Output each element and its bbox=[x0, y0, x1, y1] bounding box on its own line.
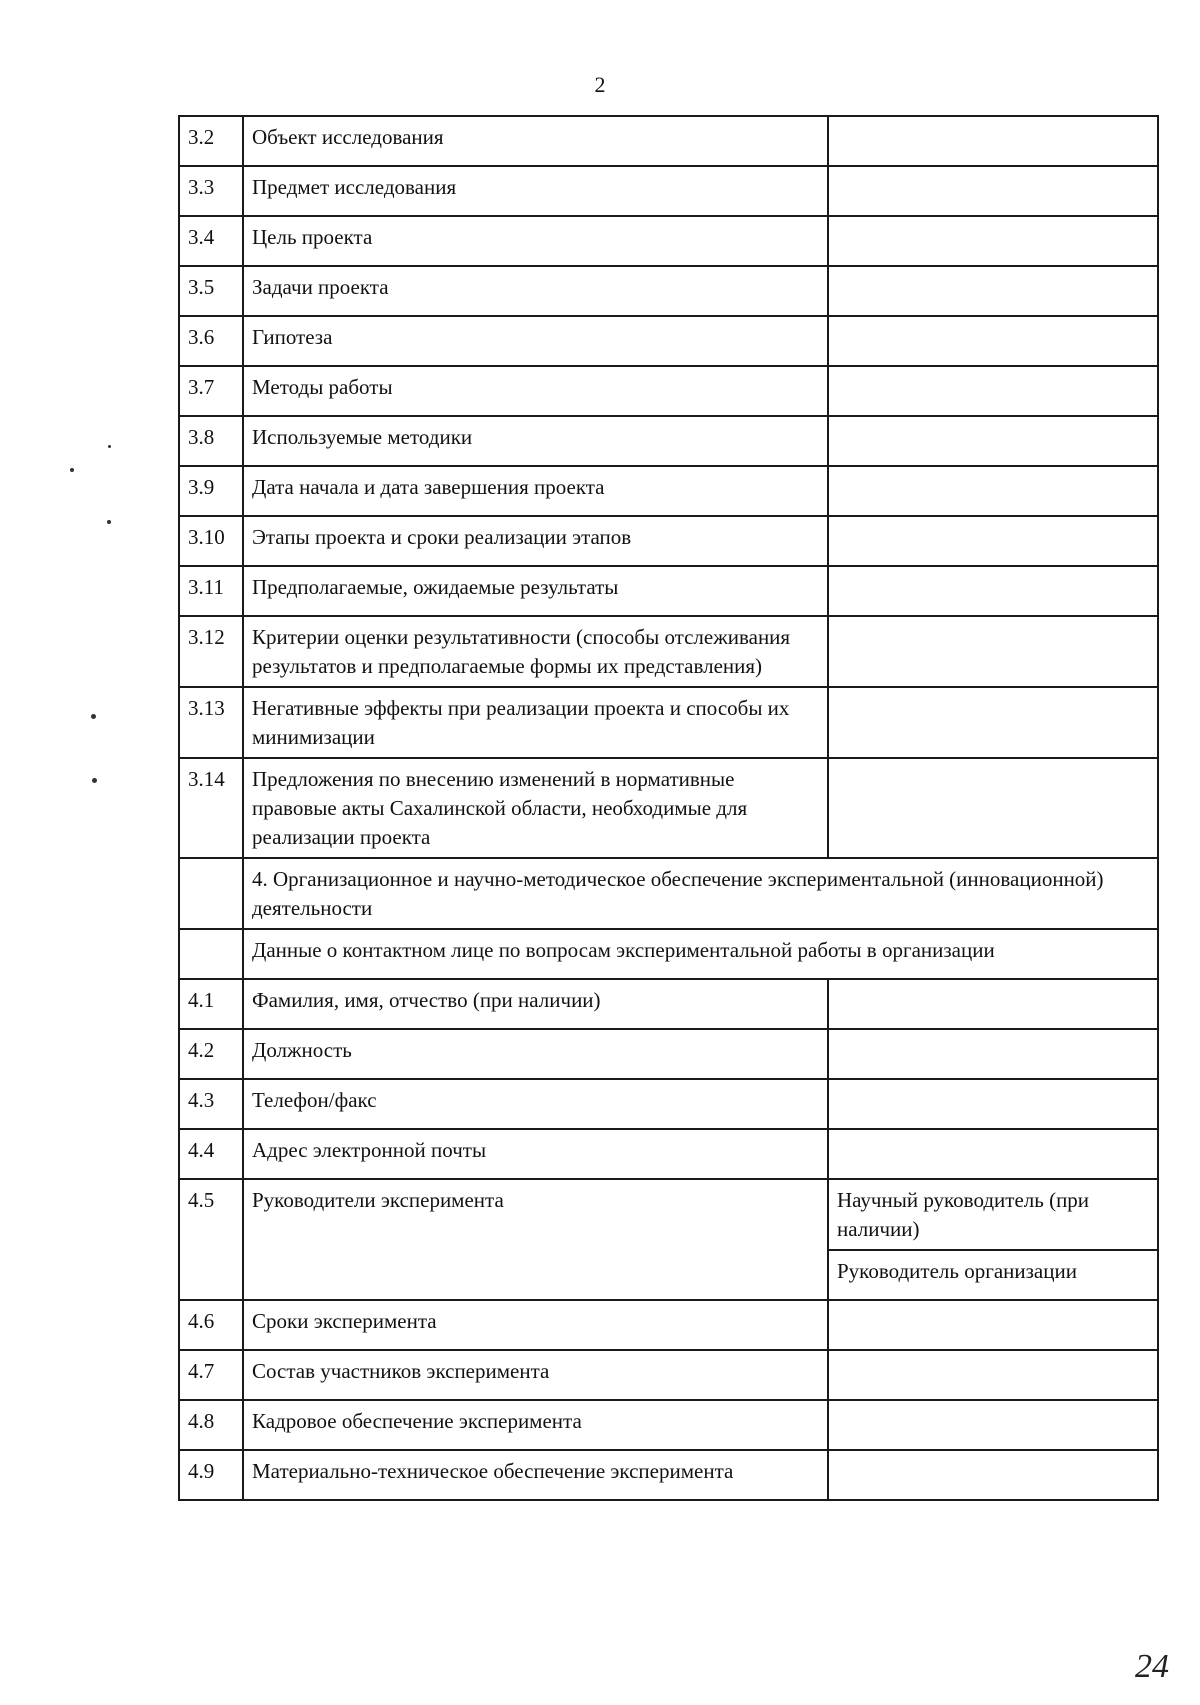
row-label: Негативные эффекты при реализации проекта и способы их минимизации bbox=[243, 687, 828, 758]
table-row bbox=[179, 1179, 1158, 1250]
organization-head-cell: Руководитель организации bbox=[828, 1250, 1158, 1300]
value-cell[interactable] bbox=[828, 687, 1158, 758]
row-number: 3.13 bbox=[179, 687, 243, 758]
table-row bbox=[179, 1129, 1158, 1179]
table-row bbox=[179, 1300, 1158, 1350]
row-number: 4.1 bbox=[179, 979, 243, 1029]
value-cell[interactable] bbox=[828, 116, 1158, 166]
table-row bbox=[179, 1079, 1158, 1129]
value-cell[interactable] bbox=[828, 566, 1158, 616]
row-number: 3.3 bbox=[179, 166, 243, 216]
project-form-table bbox=[178, 115, 1159, 1501]
table-row bbox=[179, 616, 1158, 687]
row-label: Должность bbox=[243, 1029, 828, 1079]
value-cell[interactable] bbox=[828, 758, 1158, 858]
scan-speck bbox=[108, 445, 111, 448]
row-label: Предмет исследования bbox=[243, 166, 828, 216]
row-label: Методы работы bbox=[243, 366, 828, 416]
row-number: 3.4 bbox=[179, 216, 243, 266]
handwritten-page-mark: 24 bbox=[1135, 1648, 1169, 1685]
row-label: Предложения по внесению изменений в нормативные правовые акты Сахалинской области, необходимые для реализации проекта bbox=[243, 758, 828, 858]
row-label: Сроки эксперимента bbox=[243, 1300, 828, 1350]
row-number: 4.9 bbox=[179, 1450, 243, 1500]
page-number: 2 bbox=[594, 72, 606, 97]
value-cell[interactable] bbox=[828, 616, 1158, 687]
row-label: Материально-техническое обеспечение эксперимента bbox=[243, 1450, 828, 1500]
value-cell[interactable] bbox=[828, 1400, 1158, 1450]
row-number: 4.3 bbox=[179, 1079, 243, 1129]
value-cell[interactable] bbox=[828, 1029, 1158, 1079]
row-number: 3.10 bbox=[179, 516, 243, 566]
table-row bbox=[179, 979, 1158, 1029]
scan-speck bbox=[107, 520, 111, 524]
row-label: Объект исследования bbox=[243, 116, 828, 166]
row-label: Кадровое обеспечение эксперимента bbox=[243, 1400, 828, 1450]
value-cell[interactable] bbox=[828, 979, 1158, 1029]
row-number: 4.4 bbox=[179, 1129, 243, 1179]
value-cell[interactable] bbox=[828, 516, 1158, 566]
table-row bbox=[179, 1450, 1158, 1500]
row-number: 4.8 bbox=[179, 1400, 243, 1450]
row-number: 4.7 bbox=[179, 1350, 243, 1400]
table-row bbox=[179, 116, 1158, 166]
row-label: Руководители эксперимента bbox=[243, 1179, 828, 1300]
table-row bbox=[179, 1029, 1158, 1079]
row-label: Предполагаемые, ожидаемые результаты bbox=[243, 566, 828, 616]
scan-speck bbox=[70, 468, 74, 472]
row-label: Критерии оценки результативности (способы отслеживания результатов и предполагаемые формы их представления) bbox=[243, 616, 828, 687]
row-number: 3.14 bbox=[179, 758, 243, 858]
section-4-heading: 4. Организационное и научно-методическое обеспечение экспериментальной (инновационной) деятельности bbox=[243, 858, 1158, 929]
row-label: Используемые методики bbox=[243, 416, 828, 466]
table-row bbox=[179, 516, 1158, 566]
table-row bbox=[179, 316, 1158, 366]
table-row bbox=[179, 566, 1158, 616]
row-number: 3.8 bbox=[179, 416, 243, 466]
section-heading-row bbox=[179, 858, 1158, 929]
row-number: 3.5 bbox=[179, 266, 243, 316]
row-label: Задачи проекта bbox=[243, 266, 828, 316]
row-number: 3.9 bbox=[179, 466, 243, 516]
contact-heading: Данные о контактном лице по вопросам экспериментальной работы в организации bbox=[243, 929, 1158, 979]
contact-heading-row bbox=[179, 929, 1158, 979]
table-row bbox=[179, 1400, 1158, 1450]
value-cell[interactable] bbox=[828, 416, 1158, 466]
table-row bbox=[179, 758, 1158, 858]
scientific-supervisor-cell: Научный руководитель (при наличии) bbox=[828, 1179, 1158, 1250]
value-cell[interactable] bbox=[828, 366, 1158, 416]
row-label: Телефон/факс bbox=[243, 1079, 828, 1129]
row-label: Состав участников эксперимента bbox=[243, 1350, 828, 1400]
table-row bbox=[179, 687, 1158, 758]
row-number: 3.12 bbox=[179, 616, 243, 687]
table-row bbox=[179, 166, 1158, 216]
scan-speck bbox=[92, 778, 97, 783]
row-label: Дата начала и дата завершения проекта bbox=[243, 466, 828, 516]
row-number: 3.11 bbox=[179, 566, 243, 616]
value-cell[interactable] bbox=[828, 1450, 1158, 1500]
table-row bbox=[179, 1350, 1158, 1400]
value-cell[interactable] bbox=[828, 166, 1158, 216]
row-number: 3.7 bbox=[179, 366, 243, 416]
row-number: 4.2 bbox=[179, 1029, 243, 1079]
empty-number-cell bbox=[179, 858, 243, 929]
row-label: Цель проекта bbox=[243, 216, 828, 266]
row-number: 4.6 bbox=[179, 1300, 243, 1350]
scan-speck bbox=[91, 714, 96, 719]
value-cell[interactable] bbox=[828, 1079, 1158, 1129]
value-cell[interactable] bbox=[828, 216, 1158, 266]
table-row bbox=[179, 416, 1158, 466]
value-cell[interactable] bbox=[828, 266, 1158, 316]
empty-number-cell bbox=[179, 929, 243, 979]
row-label: Фамилия, имя, отчество (при наличии) bbox=[243, 979, 828, 1029]
value-cell[interactable] bbox=[828, 1350, 1158, 1400]
value-cell[interactable] bbox=[828, 1129, 1158, 1179]
row-number: 3.2 bbox=[179, 116, 243, 166]
row-label: Этапы проекта и сроки реализации этапов bbox=[243, 516, 828, 566]
table-row bbox=[179, 466, 1158, 516]
table-row bbox=[179, 366, 1158, 416]
row-label: Гипотеза bbox=[243, 316, 828, 366]
row-label: Адрес электронной почты bbox=[243, 1129, 828, 1179]
row-number: 4.5 bbox=[179, 1179, 243, 1300]
table-row bbox=[179, 216, 1158, 266]
value-cell[interactable] bbox=[828, 1300, 1158, 1350]
value-cell[interactable] bbox=[828, 316, 1158, 366]
value-cell[interactable] bbox=[828, 466, 1158, 516]
row-number: 3.6 bbox=[179, 316, 243, 366]
table-row bbox=[179, 266, 1158, 316]
